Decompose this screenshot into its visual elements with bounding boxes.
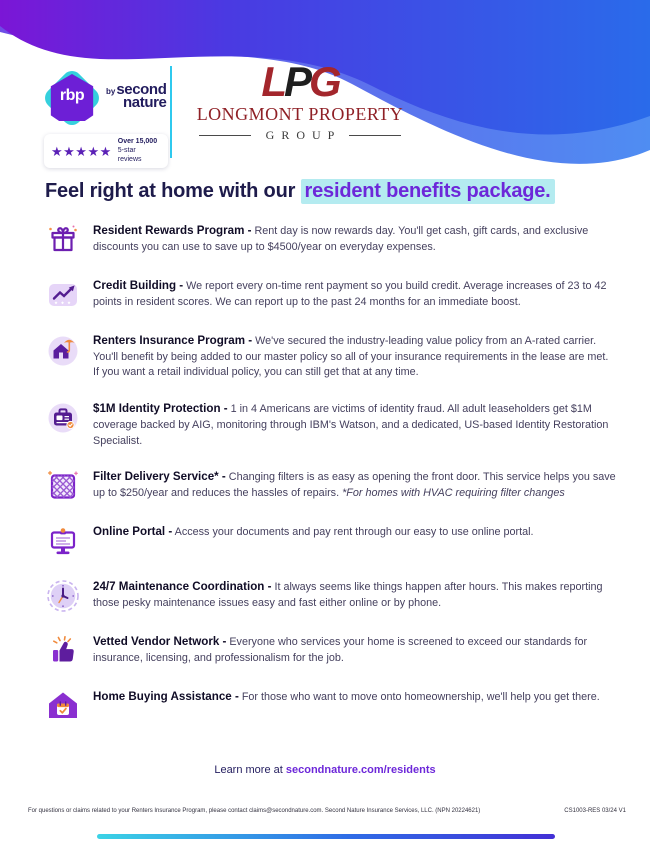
umbrella-house-icon [45,332,81,368]
list-item: Online Portal - Access your documents and pay rent through our easy to use online portal. [45,523,617,559]
rule-left [199,135,251,137]
id-card-icon [45,400,81,436]
lpg-logo [186,58,414,143]
thumbs-up-icon [45,633,81,669]
list-item: $1M Identity Protection - 1 in 4 Americans are victims of identity fraud. All adult leaseholders get $1M coverage backed by AIG, monitoring through IBM's Watson, and a dedicated, US-based Identity Restoration Specialist. [45,400,617,449]
clock-icon [45,578,81,614]
learn-more-line: Learn more at secondnature.com/residents [214,764,436,776]
list-item: 24/7 Maintenance Coordination - It always seems like things happen after hours. This makes reporting those pesky maintenance issues easy and fast either online or by phone. [45,578,617,614]
list-item: Home Buying Assistance - For those who want to move onto homeownership, we'll help you get there. [45,688,617,724]
page-title: Feel right at home with our resident benefits package. [45,180,615,203]
rbp-logo-text: rbp [59,87,85,104]
fine-print [28,808,626,814]
reviews-badge [44,134,168,168]
list-item: Resident Rewards Program - Rent day is now rewards day. You'll get cash, gift cards, and exclusive discounts you can use to save up to $4500/year on everyday expenses. [45,222,617,258]
credit-chart-icon [45,277,81,313]
second-nature-link[interactable]: secondnature.com/residents [285,764,436,776]
list-item: Vetted Vendor Network - Everyone who services your home is screened to exceed our standards for insurance, licensing, and professionalism for the job. [45,633,617,669]
second-nature-wordmark: $^{by}$ second nature [106,81,167,111]
reviews-count: Over 15,000 [117,138,158,145]
lpg-company-name: LONGMONT PROPERTY [196,103,404,124]
rule-right [349,135,401,137]
lpg-group-text: GROUP [265,127,342,142]
monitor-icon [45,523,81,559]
header [0,58,650,163]
header-divider [170,66,172,158]
house-check-icon [45,688,81,724]
highlighted-title-text: resident benefits package. [301,179,555,204]
list-item: Filter Delivery Service* - Changing filters is as easy as opening the front door. This service helps you save up to $250/year and reduces the hassles of repairs. *For homes with HVAC requiring filter changes [45,468,617,504]
air-filter-icon [45,468,81,504]
list-item: Credit Building - We report every on-time rent payment so you build credit. Average increases of 23 to 42 points in resident scores. We can report up to the past 24 months for an immediate boost. [45,277,617,313]
rbp-mark-icon [44,70,100,126]
gift-icon [45,222,81,258]
fine-print-legal: For questions or claims related to your Renters Insurance Program, please contact claims@secondnature.com. Second Nature Insurance Services, LLC. (NPN 20224621) [28,808,481,814]
filter-footnote: *For homes with HVAC requiring filter changes [339,486,565,499]
rbp-logo [44,70,170,168]
list-item: Renters Insurance Program - We've secured the industry-leading value policy from an A-rated carrier. You'll benefit by being added to our master policy so all of your insurance requirements in the lease are met. If you want a retail individual policy, you can still get that at any time. [45,332,617,381]
bottom-gradient-bar [97,834,555,839]
lpg-monogram: LPG [261,58,339,105]
reviews-label: 5-star reviews [117,146,142,163]
fine-print-code: CS1003-RES 03/24 V1 [564,808,626,814]
benefits-list [45,222,617,724]
five-stars-icon: ★★★★★ [51,143,112,159]
